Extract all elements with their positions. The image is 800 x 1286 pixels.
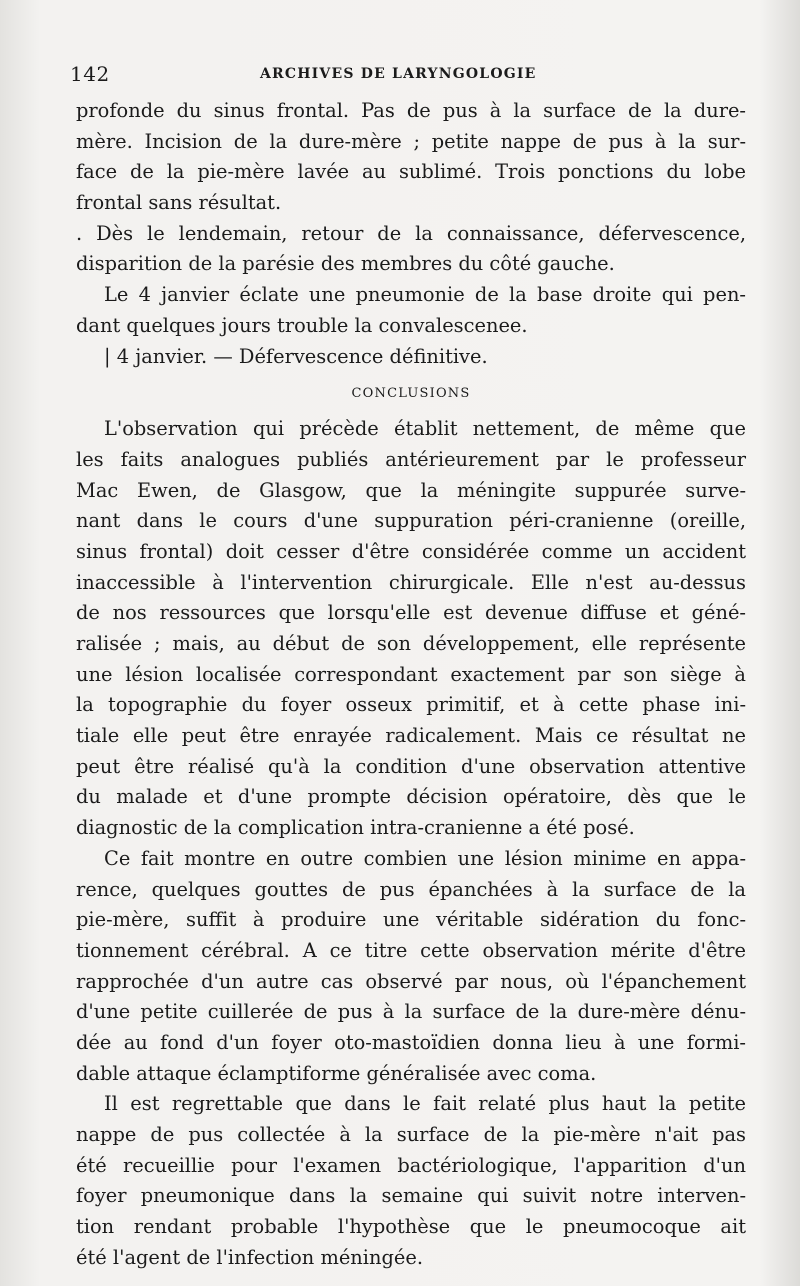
- text-line: la topographie du foyer osseux primitif, et à cette phase ini-: [76, 693, 746, 717]
- text-line: frontal sans résultat.: [76, 191, 282, 215]
- text-line: disparition de la parésie des membres du côté gauche.: [76, 252, 615, 276]
- text-line: | 4 janvier. — Défervescence définitive.: [104, 344, 488, 368]
- text-line: L'observation qui précède établit nettement, de même que: [104, 417, 746, 441]
- text-line: les faits analogues publiés antérieurement par le professeur: [76, 447, 746, 471]
- text-line: Le 4 janvier éclate une pneumonie de la base droite qui pen-: [104, 283, 746, 307]
- text-line: tion rendant probable l'hypothèse que le pneumocoque ait: [76, 1215, 746, 1239]
- text-line: mère. Incision de la dure-mère ; petite nappe de pus à la sur-: [76, 129, 746, 153]
- text-line: tionnement cérébral. A ce titre cette observation mérite d'être: [76, 938, 746, 962]
- text-line: été l'agent de l'infection méningée.: [76, 1245, 424, 1269]
- text-line: nappe de pus collectée à la surface de la pie-mère n'ait pas: [76, 1123, 746, 1146]
- text-line: Ce fait montre en outre combien une lésion minime en appa-: [104, 846, 746, 870]
- section-heading: CONCLUSIONS: [351, 386, 471, 402]
- page-header: [70, 62, 740, 92]
- text-line: peut être réalisé qu'à la condition d'une observation attentive: [76, 754, 746, 778]
- text-line: tiale elle peut être enrayée radicalement. Mais ce résultat ne: [76, 724, 746, 748]
- text-line: de nos ressources que lorsqu'elle est devenue diffuse et géné-: [76, 601, 746, 625]
- text-line: face de la pie-mère lavée au sublimé. Trois ponctions du lobe: [76, 160, 746, 184]
- text-line: été recueillie pour l'examen bactériologique, l'apparition d'un: [76, 1153, 746, 1177]
- text-line: Mac Ewen, de Glasgow, que la méningite suppurée surve-: [76, 478, 746, 502]
- text-line: dée au fond d'un foyer oto-mastoïdien donna lieu à une formi-: [76, 1030, 746, 1054]
- text-line: dable attaque éclamptiforme généralisée avec coma.: [76, 1061, 597, 1085]
- text-line: profonde du sinus frontal. Pas de pus à la surface de la dure-: [76, 99, 746, 122]
- text-line: . Dès le lendemain, retour de la connaissance, défervescence,: [76, 221, 746, 245]
- text-line: inaccessible à l'intervention chirurgicale. Elle n'est au-dessus: [76, 570, 746, 594]
- text-line: pie-mère, suffit à produire une véritable sidération du fonc-: [76, 908, 746, 932]
- running-title: ARCHIVES DE LARYNGOLOGIE: [260, 66, 537, 82]
- text-line: nant dans le cours d'une suppuration péri-cranienne (oreille,: [76, 509, 746, 533]
- text-line: une lésion localisée correspondant exactement par son siège à: [76, 662, 746, 686]
- text-line: Il est regrettable que dans le fait relaté plus haut la petite: [104, 1092, 746, 1116]
- text-line: dant quelques jours trouble la convalescenee.: [76, 313, 528, 337]
- text-line: foyer pneumonique dans la semaine qui suivit notre interven-: [76, 1184, 746, 1208]
- text-line: du malade et d'une prompte décision opératoire, dès que le: [76, 785, 746, 809]
- page-number: 142: [70, 62, 110, 86]
- text-line: diagnostic de la complication intra-cranienne a été posé.: [76, 816, 635, 840]
- text-line: rence, quelques gouttes de pus épanchées à la surface de la: [76, 877, 746, 901]
- text-line: rapprochée d'un autre cas observé par nous, où l'épanchement: [76, 969, 746, 993]
- text-line: sinus frontal) doit cesser d'être considérée comme un accident: [76, 539, 746, 563]
- body-text: [76, 96, 746, 1273]
- text-line: ralisée ; mais, au début de son développement, elle représente: [76, 632, 746, 655]
- text-line: d'une petite cuillerée de pus à la surface de la dure-mère dénu-: [76, 1000, 746, 1024]
